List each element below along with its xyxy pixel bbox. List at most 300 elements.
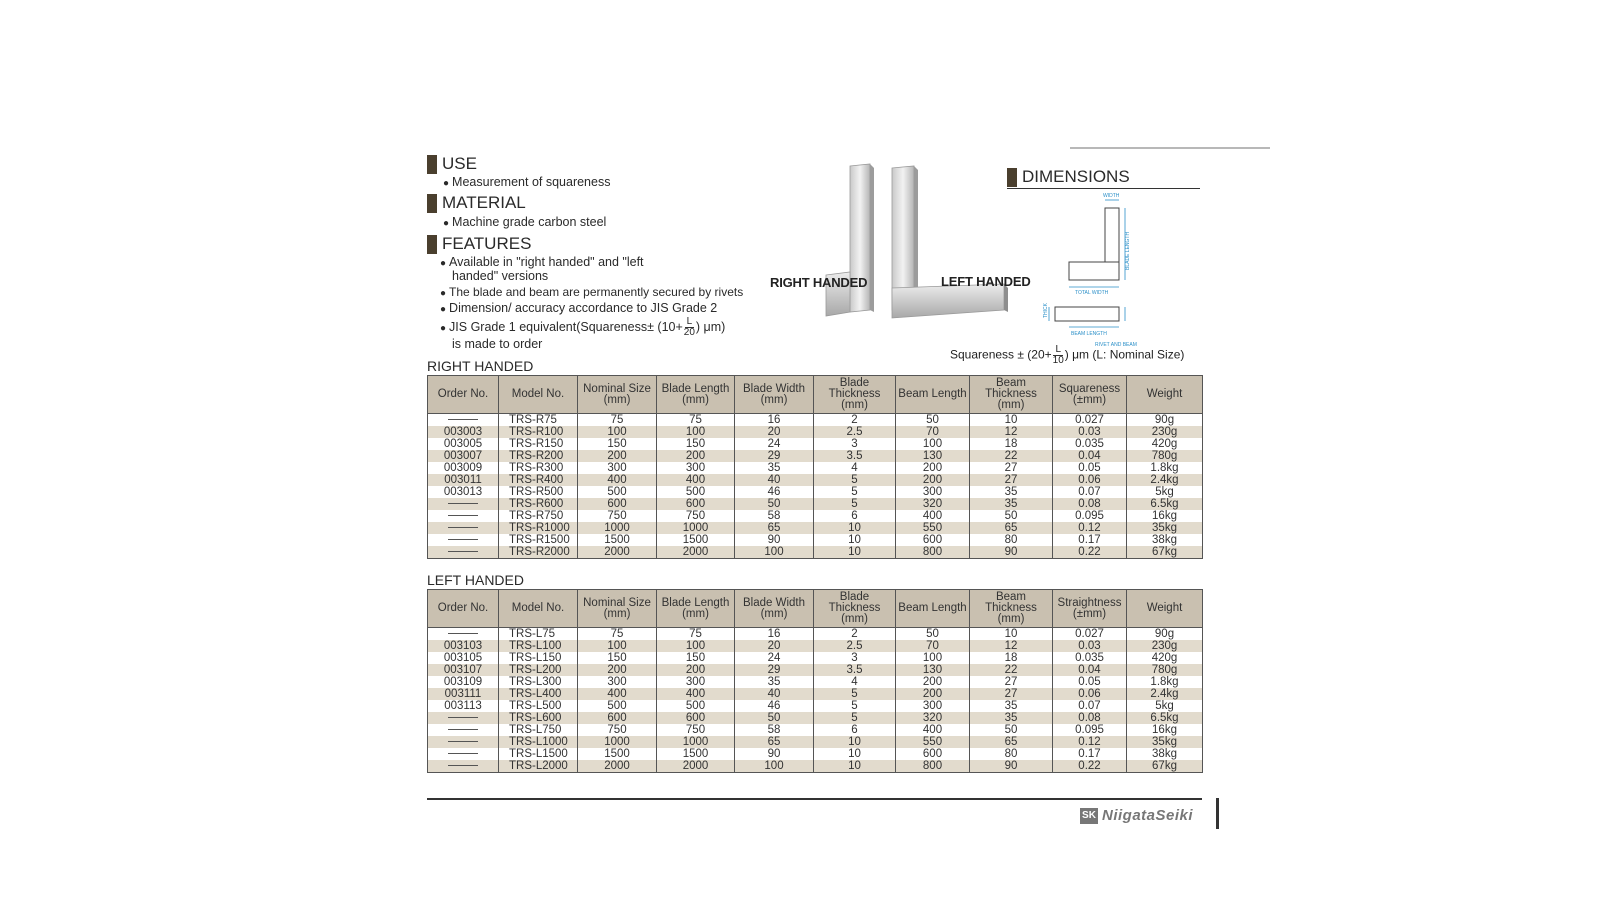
- table-cell: 200: [578, 450, 657, 462]
- table-cell: 0.03: [1053, 426, 1127, 438]
- rivet-dim-label: RIVET AND BEAM: [1095, 342, 1137, 348]
- table-cell: 3.5: [814, 664, 896, 676]
- not-available-dash: [448, 527, 478, 528]
- right-handed-square-image: [826, 164, 874, 316]
- table-row: [428, 414, 1203, 427]
- table-cell: 0.07: [1053, 486, 1127, 498]
- table-cell: 0.04: [1053, 664, 1127, 676]
- order-no-cell: [428, 510, 499, 522]
- squareness-prefix: Squareness ± (20+: [950, 347, 1052, 362]
- beam-length-dim-label: BEAM LENGTH: [1071, 331, 1107, 337]
- bullet-icon: ●: [440, 258, 447, 269]
- table-cell: 500: [657, 486, 735, 498]
- table-cell: 3: [814, 652, 896, 664]
- grade1-suffix: ) μm): [695, 319, 726, 334]
- table-row: [428, 546, 1203, 559]
- table-cell: 300: [657, 676, 735, 688]
- table-cell: 90g: [1127, 628, 1203, 641]
- table-cell: 10: [814, 736, 896, 748]
- material-item-text: Machine grade carbon steel: [452, 215, 607, 229]
- bullet-icon: ●: [443, 178, 450, 189]
- order-no-cell: [428, 534, 499, 546]
- table-cell: 100: [578, 640, 657, 652]
- table-cell: 200: [896, 676, 970, 688]
- feature-item-text: The blade and beam are permanently secured by rivets: [449, 285, 744, 299]
- table-cell: 100: [657, 640, 735, 652]
- table-cell: 200: [578, 664, 657, 676]
- table-cell: 10: [814, 760, 896, 773]
- table-cell: 20: [735, 640, 814, 652]
- table-cell: 400: [657, 474, 735, 486]
- table-cell: 1500: [578, 748, 657, 760]
- table-cell: 40: [735, 474, 814, 486]
- feature-item-text: Available in "right handed" and "left: [449, 255, 644, 269]
- table-cell: 50: [735, 498, 814, 510]
- table-row: [428, 748, 1203, 760]
- section-title: FEATURES: [442, 234, 532, 253]
- section-title: DIMENSIONS: [1022, 167, 1130, 186]
- table-cell: 1.8kg: [1127, 676, 1203, 688]
- table-cell: 24: [735, 438, 814, 450]
- table-cell: 6: [814, 510, 896, 522]
- table-cell: 100: [896, 438, 970, 450]
- blade-length-dim-label: BLADE LENGTH: [1125, 231, 1131, 270]
- table-cell: 0.17: [1053, 534, 1127, 546]
- column-header: Blade Thickness (mm): [814, 590, 896, 628]
- table-cell: 16: [735, 628, 814, 641]
- table-cell: 2000: [657, 760, 735, 773]
- table-cell: 300: [896, 700, 970, 712]
- table-cell: 5: [814, 688, 896, 700]
- table-cell: 10: [814, 534, 896, 546]
- table-cell: 16: [735, 414, 814, 427]
- table-cell: 600: [578, 712, 657, 724]
- section-marker: [427, 235, 437, 254]
- column-header: Blade Length (mm): [657, 376, 735, 414]
- table-cell: 22: [970, 664, 1053, 676]
- order-no-cell: 003009: [428, 462, 499, 474]
- table-cell: 600: [578, 498, 657, 510]
- table-cell: 22: [970, 450, 1053, 462]
- column-header: Beam Thickness (mm): [970, 590, 1053, 628]
- order-no-cell: 003005: [428, 438, 499, 450]
- table-cell: 0.17: [1053, 748, 1127, 760]
- section-title: USE: [442, 154, 477, 173]
- table-cell: 320: [896, 712, 970, 724]
- feature-item-continued: [452, 269, 548, 283]
- table-cell: TRS-L500: [499, 700, 578, 712]
- table-row: [428, 628, 1203, 641]
- table-cell: 100: [896, 652, 970, 664]
- table-cell: 75: [578, 628, 657, 641]
- right-handed-label: RIGHT HANDED: [770, 275, 868, 290]
- column-header: Order No.: [428, 590, 499, 628]
- table-cell: 5: [814, 474, 896, 486]
- squareness-suffix: ) μm (L: Nominal Size): [1064, 347, 1185, 362]
- table-cell: TRS-R500: [499, 486, 578, 498]
- table-cell: 1000: [578, 522, 657, 534]
- not-available-dash: [448, 551, 478, 552]
- table-cell: 420g: [1127, 652, 1203, 664]
- table-cell: 600: [657, 498, 735, 510]
- table-cell: 5kg: [1127, 700, 1203, 712]
- table-cell: TRS-L75: [499, 628, 578, 641]
- table-cell: 50: [896, 414, 970, 427]
- table-row: [428, 724, 1203, 736]
- table-cell: 40: [735, 688, 814, 700]
- table-cell: TRS-R75: [499, 414, 578, 427]
- table-cell: 800: [896, 546, 970, 559]
- table-row: [428, 534, 1203, 546]
- table-cell: 5: [814, 486, 896, 498]
- table-row: [428, 640, 1203, 652]
- table-cell: 65: [735, 522, 814, 534]
- table-row: [428, 450, 1203, 462]
- table-row: [428, 700, 1203, 712]
- table-cell: 90: [735, 748, 814, 760]
- table-cell: TRS-R150: [499, 438, 578, 450]
- table-cell: 2000: [578, 760, 657, 773]
- table-cell: 5: [814, 498, 896, 510]
- table-cell: 75: [657, 628, 735, 641]
- table-cell: 300: [896, 486, 970, 498]
- order-no-cell: 003111: [428, 688, 499, 700]
- table-cell: 10: [970, 628, 1053, 641]
- feature-item-text: handed" versions: [452, 269, 549, 283]
- table-cell: 50: [970, 510, 1053, 522]
- left-handed-caption: LEFT HANDED: [427, 572, 524, 588]
- table-cell: 0.027: [1053, 628, 1127, 641]
- table-cell: 6: [814, 724, 896, 736]
- fraction: [1053, 345, 1064, 366]
- table-cell: 0.05: [1053, 462, 1127, 474]
- table-cell: 18: [970, 652, 1053, 664]
- table-cell: 0.22: [1053, 546, 1127, 559]
- table-cell: 0.035: [1053, 438, 1127, 450]
- table-header-row: [428, 590, 1203, 628]
- feature-item-continued: [452, 337, 542, 351]
- footer-rule: [427, 798, 1202, 800]
- not-available-dash: [448, 765, 478, 766]
- not-available-dash: [448, 633, 478, 634]
- table-cell: 35kg: [1127, 522, 1203, 534]
- table-cell: 230g: [1127, 640, 1203, 652]
- table-cell: 0.07: [1053, 700, 1127, 712]
- table-cell: TRS-L1000: [499, 736, 578, 748]
- table-cell: TRS-R100: [499, 426, 578, 438]
- table-cell: TRS-R400: [499, 474, 578, 486]
- table-cell: 2: [814, 414, 896, 427]
- column-header: Beam Thickness (mm): [970, 376, 1053, 414]
- order-no-cell: [428, 736, 499, 748]
- table-cell: TRS-L150: [499, 652, 578, 664]
- table-cell: TRS-L1500: [499, 748, 578, 760]
- table-cell: TRS-R300: [499, 462, 578, 474]
- not-available-dash: [448, 419, 478, 420]
- table-cell: 400: [896, 510, 970, 522]
- table-cell: 4: [814, 676, 896, 688]
- table-cell: 500: [578, 486, 657, 498]
- table-row: [428, 426, 1203, 438]
- right-handed-table: [427, 375, 1203, 559]
- table-cell: 90: [735, 534, 814, 546]
- table-cell: 200: [657, 664, 735, 676]
- table-row: [428, 462, 1203, 474]
- column-header: Model No.: [499, 376, 578, 414]
- section-dimensions-heading: [1007, 166, 1200, 189]
- section-marker: [427, 194, 437, 213]
- section-material-heading: [427, 193, 526, 213]
- table-cell: 1000: [657, 522, 735, 534]
- table-cell: 5kg: [1127, 486, 1203, 498]
- table-cell: TRS-R1000: [499, 522, 578, 534]
- table-cell: TRS-R2000: [499, 546, 578, 559]
- company-logo: [1080, 807, 1193, 824]
- table-header-row: [428, 376, 1203, 414]
- table-cell: 100: [657, 426, 735, 438]
- thickness-dim-label: THICK: [1043, 303, 1049, 318]
- feature-item: [440, 301, 717, 317]
- order-no-cell: [428, 748, 499, 760]
- table-cell: 12: [970, 426, 1053, 438]
- table-cell: TRS-L400: [499, 688, 578, 700]
- not-available-dash: [448, 717, 478, 718]
- total-width-dim-label: TOTAL WIDTH: [1075, 290, 1109, 296]
- table-cell: 200: [896, 462, 970, 474]
- table-cell: 5: [814, 712, 896, 724]
- table-cell: 50: [735, 712, 814, 724]
- table-cell: 230g: [1127, 426, 1203, 438]
- table-cell: 400: [896, 724, 970, 736]
- table-row: [428, 510, 1203, 522]
- table-cell: 800: [896, 760, 970, 773]
- table-cell: 35: [735, 676, 814, 688]
- table-cell: 750: [657, 724, 735, 736]
- order-no-cell: [428, 498, 499, 510]
- column-header: Straightness (±mm): [1053, 590, 1127, 628]
- table-cell: 3.5: [814, 450, 896, 462]
- column-header: Model No.: [499, 590, 578, 628]
- column-header: Blade Width (mm): [735, 376, 814, 414]
- table-cell: 300: [657, 462, 735, 474]
- table-row: [428, 498, 1203, 510]
- table-cell: 150: [657, 438, 735, 450]
- column-header: Blade Length (mm): [657, 590, 735, 628]
- table-cell: 29: [735, 450, 814, 462]
- fraction-numerator: L: [686, 316, 693, 327]
- right-handed-caption: RIGHT HANDED: [427, 358, 534, 374]
- table-cell: 200: [896, 688, 970, 700]
- bullet-icon: ●: [440, 304, 447, 315]
- table-cell: 1000: [657, 736, 735, 748]
- section-title: MATERIAL: [442, 193, 526, 212]
- table-cell: 780g: [1127, 664, 1203, 676]
- fraction: [684, 317, 695, 338]
- table-cell: 20: [735, 426, 814, 438]
- table-cell: TRS-L2000: [499, 760, 578, 773]
- table-cell: 200: [657, 450, 735, 462]
- feature-item-text: Dimension/ accuracy accordance to JIS Grade 2: [449, 301, 718, 315]
- order-no-cell: 003011: [428, 474, 499, 486]
- table-cell: 1500: [578, 534, 657, 546]
- table-row: [428, 652, 1203, 664]
- order-no-cell: 003113: [428, 700, 499, 712]
- table-cell: 1500: [657, 534, 735, 546]
- table-cell: 500: [657, 700, 735, 712]
- table-cell: 130: [896, 450, 970, 462]
- fraction-denominator: 20: [683, 327, 695, 338]
- table-cell: 27: [970, 688, 1053, 700]
- table-cell: 12: [970, 640, 1053, 652]
- table-cell: 2.5: [814, 640, 896, 652]
- width-dim-label: WIDTH: [1103, 193, 1120, 199]
- order-no-cell: 003013: [428, 486, 499, 498]
- not-available-dash: [448, 515, 478, 516]
- section-features-heading: [427, 234, 531, 254]
- left-handed-square-image: [892, 166, 1008, 318]
- order-no-cell: 003105: [428, 652, 499, 664]
- table-cell: 0.06: [1053, 474, 1127, 486]
- table-cell: 0.08: [1053, 498, 1127, 510]
- table-cell: 780g: [1127, 450, 1203, 462]
- table-cell: 1500: [657, 748, 735, 760]
- table-cell: 0.035: [1053, 652, 1127, 664]
- table-cell: 75: [578, 414, 657, 427]
- not-available-dash: [448, 741, 478, 742]
- not-available-dash: [448, 539, 478, 540]
- table-row: [428, 676, 1203, 688]
- column-header: Order No.: [428, 376, 499, 414]
- table-row: [428, 664, 1203, 676]
- material-item: [443, 215, 606, 231]
- table-cell: 320: [896, 498, 970, 510]
- table-cell: 18: [970, 438, 1053, 450]
- order-no-cell: 003003: [428, 426, 499, 438]
- left-handed-label: LEFT HANDED: [941, 274, 1031, 289]
- table-cell: 750: [657, 510, 735, 522]
- table-cell: 0.03: [1053, 640, 1127, 652]
- column-header: Squareness (±mm): [1053, 376, 1127, 414]
- product-photo: [768, 160, 1018, 335]
- table-cell: 35: [970, 700, 1053, 712]
- table-cell: 90: [970, 760, 1053, 773]
- table-cell: TRS-L200: [499, 664, 578, 676]
- table-cell: 300: [578, 462, 657, 474]
- table-cell: 1000: [578, 736, 657, 748]
- table-cell: 35kg: [1127, 736, 1203, 748]
- table-cell: 2.4kg: [1127, 688, 1203, 700]
- not-available-dash: [448, 503, 478, 504]
- table-cell: 90: [970, 546, 1053, 559]
- order-no-cell: [428, 724, 499, 736]
- order-no-cell: 003007: [428, 450, 499, 462]
- table-cell: 550: [896, 736, 970, 748]
- table-cell: 130: [896, 664, 970, 676]
- table-row: [428, 712, 1203, 724]
- table-cell: 150: [657, 652, 735, 664]
- table-cell: 10: [814, 522, 896, 534]
- table-cell: 65: [970, 522, 1053, 534]
- table-cell: 6.5kg: [1127, 498, 1203, 510]
- table-cell: 65: [735, 736, 814, 748]
- column-header: Blade Thickness (mm): [814, 376, 896, 414]
- table-cell: 16kg: [1127, 724, 1203, 736]
- table-cell: 27: [970, 676, 1053, 688]
- table-cell: 2.5: [814, 426, 896, 438]
- table-cell: 0.04: [1053, 450, 1127, 462]
- table-cell: 750: [578, 510, 657, 522]
- table-cell: 67kg: [1127, 546, 1203, 559]
- footer-bar: [1216, 798, 1219, 829]
- column-header: Weight: [1127, 590, 1203, 628]
- table-cell: 6.5kg: [1127, 712, 1203, 724]
- bullet-icon: ●: [443, 218, 450, 229]
- table-cell: 150: [578, 652, 657, 664]
- table-cell: 0.06: [1053, 688, 1127, 700]
- table-cell: 150: [578, 438, 657, 450]
- column-header: Nominal Size (mm): [578, 376, 657, 414]
- table-cell: TRS-R600: [499, 498, 578, 510]
- table-row: [428, 688, 1203, 700]
- table-cell: 58: [735, 724, 814, 736]
- table-cell: 500: [578, 700, 657, 712]
- table-cell: 300: [578, 676, 657, 688]
- table-cell: 100: [735, 546, 814, 559]
- table-cell: 46: [735, 486, 814, 498]
- not-available-dash: [448, 753, 478, 754]
- table-cell: 16kg: [1127, 510, 1203, 522]
- table-cell: 46: [735, 700, 814, 712]
- fraction-numerator: L: [1055, 344, 1061, 355]
- table-cell: 600: [896, 748, 970, 760]
- table-row: [428, 438, 1203, 450]
- table-cell: 2000: [657, 546, 735, 559]
- use-item: [443, 175, 610, 191]
- order-no-cell: 003107: [428, 664, 499, 676]
- use-item-text: Measurement of squareness: [452, 175, 611, 189]
- table-cell: 0.22: [1053, 760, 1127, 773]
- table-cell: 50: [970, 724, 1053, 736]
- table-cell: 200: [896, 474, 970, 486]
- table-cell: 100: [735, 760, 814, 773]
- table-row: [428, 474, 1203, 486]
- bullet-icon: ●: [440, 322, 447, 334]
- table-cell: 27: [970, 474, 1053, 486]
- order-no-cell: [428, 414, 499, 427]
- table-cell: 0.095: [1053, 510, 1127, 522]
- table-cell: 5: [814, 700, 896, 712]
- table-cell: 70: [896, 640, 970, 652]
- order-no-cell: [428, 546, 499, 559]
- table-cell: TRS-L600: [499, 712, 578, 724]
- table-cell: 400: [578, 474, 657, 486]
- logo-mark-icon: SK: [1080, 808, 1098, 824]
- table-cell: 10: [814, 546, 896, 559]
- table-cell: 2: [814, 628, 896, 641]
- logo-text: NiigataSeiki: [1102, 807, 1194, 824]
- top-rule: [1070, 147, 1270, 149]
- table-cell: 65: [970, 736, 1053, 748]
- left-handed-table: [427, 589, 1203, 773]
- table-cell: 38kg: [1127, 748, 1203, 760]
- table-cell: 0.12: [1053, 736, 1127, 748]
- table-cell: 35: [970, 498, 1053, 510]
- table-cell: 0.05: [1053, 676, 1127, 688]
- feature-item-grade1: [440, 317, 725, 338]
- table-cell: 0.027: [1053, 414, 1127, 427]
- table-cell: 0.12: [1053, 522, 1127, 534]
- table-cell: 10: [814, 748, 896, 760]
